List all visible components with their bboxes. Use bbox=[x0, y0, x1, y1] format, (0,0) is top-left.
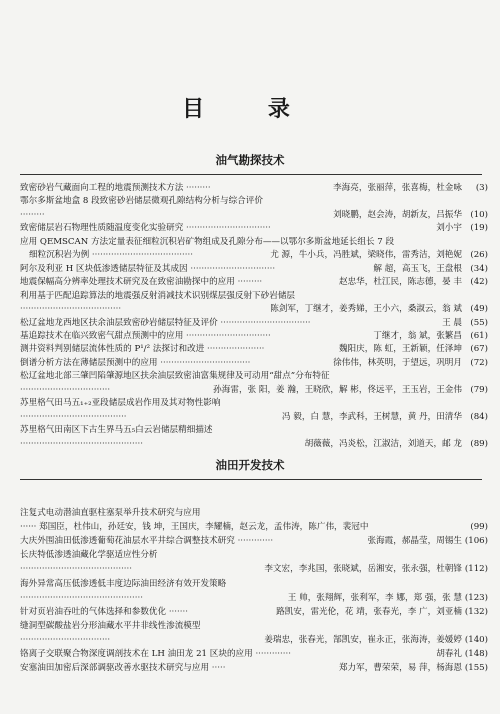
toc-entry-authors: 丁继才，翁 斌，张繁昌 bbox=[373, 330, 462, 341]
toc-leader-dots: ············· bbox=[255, 649, 291, 659]
toc-entry-page: (112) bbox=[464, 564, 488, 575]
toc-entry-page: (3) bbox=[475, 183, 488, 193]
toc-entry[interactable] bbox=[20, 209, 488, 222]
toc-entry-authors: 陈剑军，丁继才，姜秀娣，王小六，桑淑云，翁 斌 bbox=[270, 304, 462, 315]
toc-entry-title: 致密储层岩石物理性质随温度变化实验研究 bbox=[20, 223, 187, 234]
toc-entry-page: (106) bbox=[464, 536, 488, 547]
toc-entry-authors: 解 超，高玉飞，王盘根 bbox=[373, 263, 462, 274]
toc-leader-dots: ····················· bbox=[207, 344, 265, 355]
toc-entry-page: (79) bbox=[470, 384, 488, 395]
toc-leader-dots: ········· bbox=[237, 277, 263, 288]
toc-leader-dots: ····· bbox=[211, 663, 226, 674]
toc-entry-authors: 姜瑞忠，张春光，郜凯安，崔永正，张海涛，姜媛婷 bbox=[264, 634, 462, 645]
toc-entry[interactable] bbox=[20, 182, 488, 195]
toc-entry-page: (34) bbox=[470, 263, 488, 274]
toc-entry-title: 安塞油田加密后深部调驱改善水驱技术研究与应用 bbox=[20, 663, 212, 674]
toc-entry[interactable] bbox=[20, 303, 488, 316]
toc-entry-page: (67) bbox=[470, 344, 488, 355]
toc-entry[interactable] bbox=[20, 343, 488, 356]
toc-entry[interactable] bbox=[20, 317, 488, 330]
toc-entry-page: (99) bbox=[470, 522, 488, 533]
toc-entry[interactable] bbox=[20, 535, 488, 548]
toc-entry-authors: 尤 源，牛小兵，冯胜斌，梁晓伟，雷秀洁，刘艳妮 bbox=[270, 250, 462, 261]
toc-entry-page: (140) bbox=[464, 634, 488, 645]
toc-entry-title: 海外异常高压低渗透低丰度边际油田经济有效开发策略 bbox=[20, 578, 227, 589]
toc-leader-dots: ········· bbox=[20, 209, 45, 220]
toc-entry-authors: 张海霞，郝晶莹，周锡生 bbox=[367, 536, 462, 547]
toc-entry[interactable] bbox=[20, 370, 488, 383]
toc-entry-authors: 李海亮，张丽萍，张喜梅，杜金咏 bbox=[333, 183, 462, 193]
toc-leader-dots: ······························· bbox=[190, 263, 276, 274]
toc-entry-page: (148) bbox=[464, 649, 488, 659]
toc-entry-authors: 胡薇薇，冯炎松，江淑洁，刘道天，邮 龙 bbox=[304, 438, 462, 449]
toc-entry-authors: 胡春礼 bbox=[436, 649, 462, 659]
toc-leader-dots: ············································· bbox=[20, 438, 143, 449]
toc-entry-authors: 王 帅，张翔辉，张利军，李 娜，郑 强，张 慧 bbox=[287, 592, 462, 603]
section-divider bbox=[20, 174, 482, 175]
toc-entry-page: (132) bbox=[464, 606, 488, 617]
toc-entry-page: (19) bbox=[470, 223, 488, 234]
toc-entry[interactable] bbox=[20, 330, 488, 343]
toc-entry[interactable] bbox=[20, 438, 488, 451]
toc-entry[interactable] bbox=[20, 236, 488, 249]
section-heading-exploration: 油气勘探技术 bbox=[215, 153, 285, 167]
toc-leader-dots: ······································· bbox=[20, 411, 127, 422]
toc-entry-title: 大庆外围油田低渗透葡萄花油层水平井综合调整技术研究 bbox=[20, 536, 238, 547]
toc-entry[interactable] bbox=[20, 397, 488, 410]
toc-entry[interactable] bbox=[20, 411, 488, 424]
toc-entry-title: 致密砂岩气藏面向工程的地震预测技术方法 bbox=[20, 183, 187, 193]
toc-entry[interactable] bbox=[20, 424, 488, 437]
toc-entry-title: 阿尔及利亚 H 区块低渗透储层特征及其成因 bbox=[20, 263, 191, 274]
toc-entry[interactable] bbox=[20, 521, 488, 534]
toc-entry-page: (155) bbox=[464, 663, 488, 674]
toc-entry-title: ······ 郑国臣，杜伟山，孙廷安，钱 坤，王国庆，李耀楠，赵云龙，孟伟涛，陈广伟，裴冠中 bbox=[20, 522, 369, 533]
toc-entry-title: 基追踪技术在临兴致密气甜点预测中的应用 bbox=[20, 330, 187, 341]
toc-entry[interactable] bbox=[20, 276, 488, 289]
toc-leader-dots: ········································· bbox=[20, 564, 132, 575]
section-divider bbox=[20, 479, 482, 480]
toc-entry[interactable] bbox=[20, 263, 488, 276]
toc-entry-title: 地震保幅高分辨率处理技术研究及在致密油勘探中的应用 bbox=[20, 277, 238, 288]
toc-entry[interactable] bbox=[20, 606, 488, 619]
toc-entry-page: (42) bbox=[470, 277, 488, 288]
toc-entry-page: (55) bbox=[470, 317, 488, 328]
toc-entry[interactable] bbox=[20, 578, 488, 591]
toc-entry[interactable] bbox=[20, 662, 488, 675]
section-heading-development: 油田开发技术 bbox=[215, 458, 285, 472]
toc-entry-authors: 王 晨 bbox=[442, 317, 462, 328]
toc-entry-page: (26) bbox=[470, 250, 488, 261]
toc-entry-title: 针对页岩油吞吐的气体选择和参数优化 bbox=[20, 606, 169, 617]
toc-entry-authors: 刘小宇 bbox=[436, 223, 462, 234]
toc-entry-title: 苏里格气田南区下古生界马五₅白云岩储层精细描述 bbox=[20, 425, 213, 436]
toc-entry-title: 松辽盆地龙西地区扶余油层致密砂岩储层特征及评价 bbox=[20, 317, 221, 328]
toc-leader-dots: ············· bbox=[237, 536, 274, 547]
toc-entry-page: (61) bbox=[470, 330, 488, 341]
toc-entry[interactable] bbox=[20, 290, 488, 303]
toc-entry[interactable] bbox=[20, 507, 488, 520]
toc-entry-title: 缝洞型碳酸盐岩分形油藏水平井非线性渗流模型 bbox=[20, 620, 201, 631]
toc-entry-authors: 徐伟伟，林英明，于望远，巩明月 bbox=[333, 357, 462, 368]
toc-entry[interactable] bbox=[20, 549, 488, 562]
toc-entry-page: (84) bbox=[470, 411, 488, 422]
toc-title: 目 录 bbox=[182, 97, 318, 122]
toc-entry-title: 倒谱分析方法在薄储层预测中的应用 bbox=[20, 357, 161, 368]
toc-entry-authors: 魏阳庆，陈 虹，王新颖，任泽坤 bbox=[338, 344, 462, 355]
toc-entry-title: 鄂尔多斯盆地盒 8 段致密砂岩储层微观孔隙结构分析与综合评价 bbox=[20, 196, 263, 207]
toc-leader-dots: ······························· bbox=[186, 330, 271, 341]
toc-entry-authors: 郑力军，曹荣荣，易 萍，杨海恩 bbox=[338, 663, 462, 674]
toc-leader-dots: ····································· bbox=[20, 304, 122, 315]
toc-leader-dots: ············································· bbox=[20, 592, 143, 603]
toc-entry-authors: 赵忠华，杜江民，陈志德，晏 丰 bbox=[338, 277, 462, 288]
toc-leader-dots: ······· bbox=[168, 606, 188, 617]
toc-entry[interactable] bbox=[20, 563, 488, 576]
toc-entry-page: (123) bbox=[464, 592, 488, 603]
toc-entry-authors: 冯 毅，白 慧，李武科，王树慧，黄 丹，田清华 bbox=[281, 411, 462, 422]
toc-entry-authors: 孙海雷，张 阳，姜 瀚，王晓欣，解 彬，佟远平，王玉岩，王金伟 bbox=[213, 384, 462, 395]
toc-entry-page: (10) bbox=[470, 209, 488, 220]
toc-entry-title: 苏里格气田马五₁₊₂亚段储层成岩作用及其对物性影响 bbox=[20, 398, 221, 409]
toc-leader-dots: ······························· bbox=[186, 223, 271, 234]
toc-entry-authors: 路凯安，雷光伦，花 靖，张春光，李 广，刘亚楠 bbox=[276, 606, 462, 617]
toc-entry[interactable] bbox=[20, 384, 488, 397]
toc-entry-title: 长庆特低渗透油藏化学驱适应性分析 bbox=[20, 550, 158, 561]
toc-entry-page: (72) bbox=[470, 357, 488, 368]
toc-entry[interactable] bbox=[20, 222, 488, 235]
toc-entry-page: (49) bbox=[470, 304, 488, 315]
toc-entry-page: (89) bbox=[470, 438, 488, 449]
toc-leader-dots: ····································· bbox=[91, 250, 193, 261]
toc-entry-title: 注复式电动潜油直驱柱塞泵举升技术研究与应用 bbox=[20, 508, 201, 518]
toc-leader-dots: ································· bbox=[20, 634, 111, 645]
toc-entry[interactable] bbox=[20, 620, 488, 633]
toc-entry-title: 应用 QEMSCAN 方法定量表征细粒沉积岩矿物组成及孔隙分布——以鄂尔多斯盆地延长组长 7 段 bbox=[20, 236, 395, 247]
toc-leader-dots: ········· bbox=[186, 183, 211, 193]
toc-entry-title: 利用基于匹配追踪算法的地震强反射消减技术识别煤层强反射下砂岩储层 bbox=[20, 290, 296, 301]
toc-entry-authors: 李文宏，李兆国，张晓斌，岳湘安，张永强，杜朝锋 bbox=[264, 564, 462, 575]
toc-entry-title: 细粒沉积岩为例 bbox=[29, 250, 92, 261]
toc-entry-title: 松辽盆地北部三肇凹陷肇源地区扶余油层致密油富集规律及可动用“甜点”分布特征 bbox=[20, 371, 330, 382]
toc-leader-dots: ································· bbox=[20, 384, 111, 395]
toc-entry-title: 铬离子交联聚合物深度调剖技术在 LH 油田龙 21 区块的应用 bbox=[20, 649, 256, 659]
toc-entry[interactable] bbox=[20, 648, 488, 661]
toc-entry[interactable] bbox=[20, 592, 488, 605]
toc-entry-authors: 刘晓鹏，赵会涛，胡新友，吕振华 bbox=[333, 209, 462, 220]
toc-leader-dots: ································· bbox=[220, 317, 311, 328]
toc-leader-dots: ································· bbox=[160, 357, 251, 368]
toc-entry[interactable] bbox=[29, 249, 488, 262]
toc-entry[interactable] bbox=[20, 634, 488, 647]
toc-entry[interactable] bbox=[20, 357, 488, 370]
toc-entry-title: 测井资料判别储层流体性质的 P¹/² 法探讨和改进 bbox=[20, 344, 208, 355]
toc-entry[interactable] bbox=[20, 195, 488, 208]
